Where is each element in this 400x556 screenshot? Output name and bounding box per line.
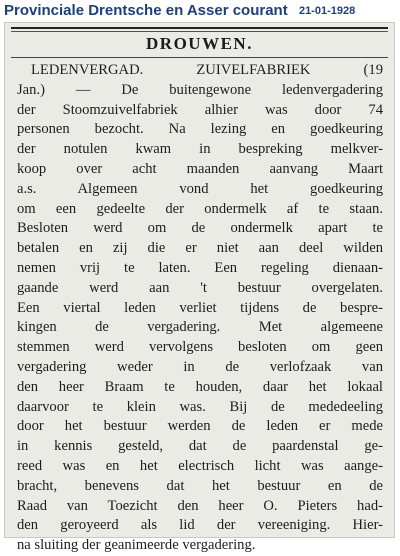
article-line: Een viertal leden verliet tijdens de bespre- <box>17 299 383 316</box>
article-line: a.s. Algemeen vond het goedkeuring <box>17 180 383 197</box>
article-line: na sluiting der geanimeerde vergadering. <box>17 537 256 554</box>
article-line: gaande werd aan 't bestuur overgelaten. <box>17 279 383 296</box>
article-line: LEDENVERGAD. ZUIVELFABRIEK (19 <box>31 62 383 78</box>
article-line: nemen vrij te laten. Een regeling dienaan- <box>17 259 383 276</box>
article-line: stemmen werd vervolgens besloten om geen <box>17 339 383 356</box>
publication-date: 21-01-1928 <box>299 5 356 17</box>
article-line: betalen en zij die er niet aan deel wilden <box>17 240 383 257</box>
article-line: der notulen kwam in bespreking melkver- <box>17 141 383 158</box>
newspaper-clipping <box>4 22 395 554</box>
article-place-heading: DROUWEN. <box>146 34 253 53</box>
article-line: personen bezocht. Na lezing en goedkeuring <box>17 121 383 138</box>
article-line: vergadering weder in de verlofzaak van <box>17 358 383 375</box>
article-body <box>17 61 383 556</box>
article-line: door het bestuur werden de leden er mede <box>17 418 383 435</box>
article-line: koop over acht maanden aanvang Maart <box>17 160 383 177</box>
top-rule-thin <box>11 31 388 32</box>
article-line: der Stoomzuivelfabriek alhier was door 74 <box>17 101 383 118</box>
newspaper-title: Provinciale Drentsche en Asser courant <box>4 2 288 19</box>
article-line: Besloten werd om de ondermelk apart te <box>17 220 383 237</box>
article-line: om een gedeelte der ondermelk af te staan. <box>17 200 383 217</box>
article-line: bracht, benevens dat het bestuur en de <box>17 477 383 494</box>
heading-rule <box>11 57 388 58</box>
newspaper-header <box>0 0 400 22</box>
article-line: reed was en het electrisch licht was aange- <box>17 457 383 474</box>
article-line: Jan.) — De buitengewone ledenvergadering <box>17 81 383 98</box>
article-line: in kennis gesteld, dat de paardenstal ge- <box>17 438 383 455</box>
article-line: daarvoor te klein was. Bij de mededeeling <box>17 398 383 415</box>
article-line: den geroyeerd als lid der vereeniging. Hier- <box>17 517 383 534</box>
article-line: den heer Braam te houden, daar het lokaal <box>17 378 383 395</box>
article-line: kingen de vergadering. Met algemeene <box>17 319 383 336</box>
article-line: Raad van Toezicht den heer O. Pieters had- <box>17 497 383 514</box>
top-rule <box>11 27 388 29</box>
